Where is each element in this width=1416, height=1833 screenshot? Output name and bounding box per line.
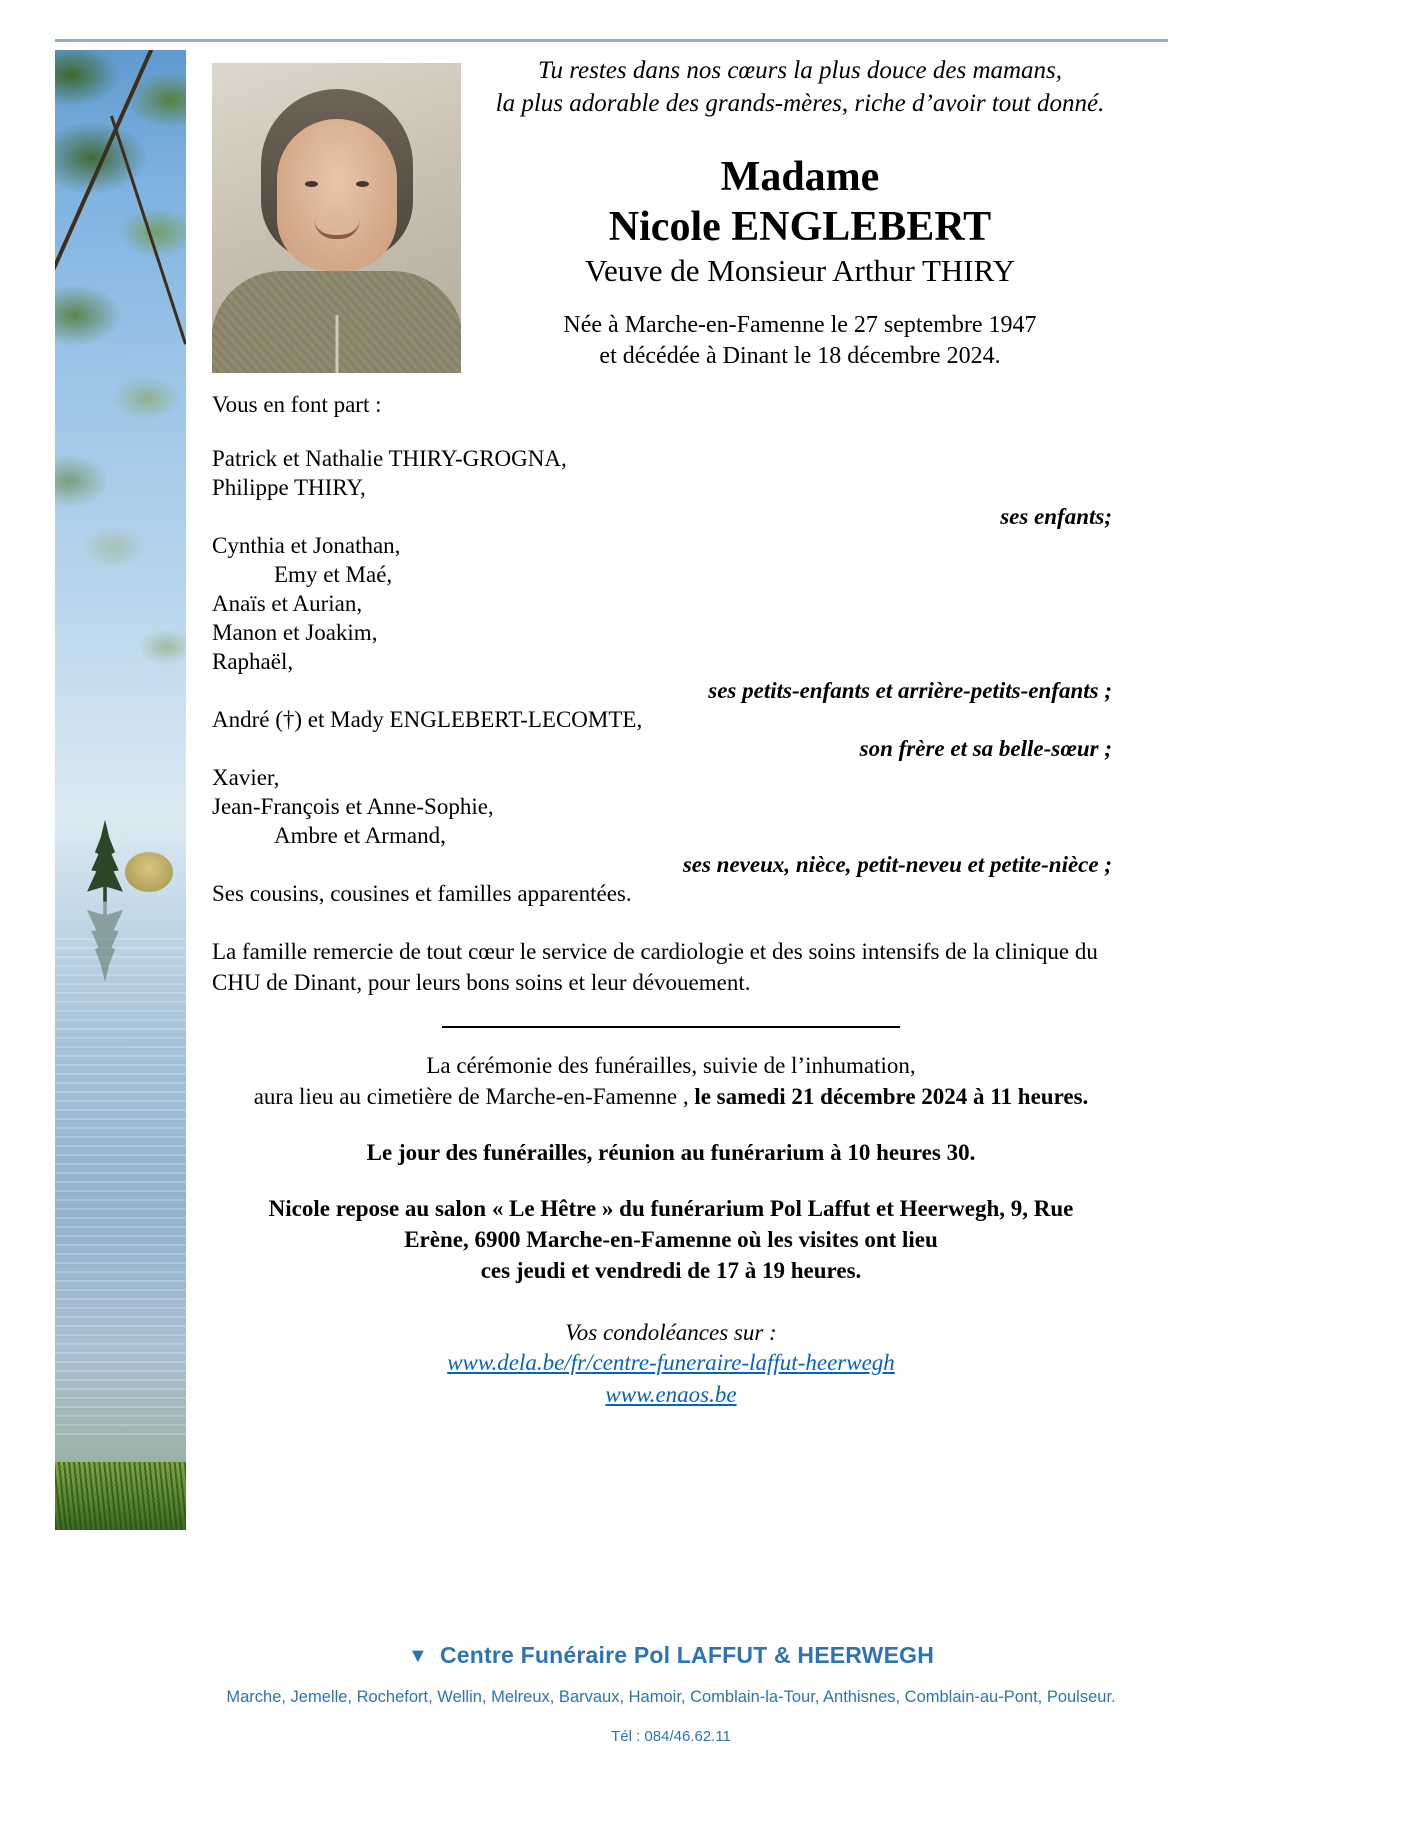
repose-paragraph — [212, 1193, 1130, 1286]
family-member-line: Raphaël, — [212, 649, 294, 674]
ceremony-line-2 — [212, 1081, 1130, 1112]
family-member-line: Xavier, — [212, 765, 280, 790]
funeral-home-footer — [212, 1640, 1130, 1745]
relationship-label-grandchildren: ses petits-enfants et arrière-petits-enfants ; — [708, 678, 1112, 703]
life-dates — [470, 310, 1130, 372]
death-line: et décédée à Dinant le 18 décembre 2024. — [599, 343, 1001, 369]
ceremony-date-bold: le samedi 21 décembre 2024 à 11 heures. — [694, 1084, 1089, 1109]
portrait-photo — [212, 63, 461, 373]
relationship-label-nephews: ses neveux, nièce, petit-neveu et petite-nièce ; — [682, 852, 1112, 877]
portrait-zipper-shape — [335, 315, 338, 373]
foliage-illustration — [55, 50, 186, 879]
epigraph — [470, 54, 1130, 120]
family-member-line: Patrick et Nathalie THIRY-GROGNA, — [212, 446, 567, 471]
autumn-bush-shape — [125, 852, 173, 892]
condolence-link-dela[interactable]: www.dela.be/fr/centre-funeraire-laffut-heerwegh — [447, 1350, 895, 1375]
deceased-name: Nicole ENGLEBERT — [608, 204, 992, 250]
deceased-relation: Veuve de Monsieur Arthur THIRY — [585, 253, 1015, 288]
repose-line-3: ces jeudi et vendredi de 17 à 19 heures. — [480, 1258, 862, 1283]
funeral-home-locations: Marche, Jemelle, Rochefort, Wellin, Melreux, Barvaux, Hamoir, Comblain-la-Tour, Anthisnes, Comblain-au-Pont, Poulseur. — [226, 1688, 1116, 1706]
condolences-label: Vos condoléances sur : — [565, 1320, 777, 1345]
relationship-label-sibling: son frère et sa belle-sœur ; — [859, 736, 1112, 761]
header-block — [470, 54, 1130, 372]
family-member-line: André (†) et Mady ENGLEBERT-LECOMTE, — [212, 707, 643, 732]
top-border-rule — [55, 39, 1168, 42]
ceremony-line-1: La cérémonie des funérailles, suivie de l’inhumation, — [426, 1053, 916, 1078]
ceremony-line-2-regular: aura lieu au cimetière de Marche-en-Famenne , — [253, 1084, 695, 1109]
condolence-link-line — [212, 1347, 1130, 1379]
water-ripples — [55, 938, 186, 1441]
repose-line-2: Erène, 6900 Marche-en-Famenne où les visites ont lieu — [404, 1227, 938, 1252]
meeting-line: Le jour des funérailles, réunion au funérarium à 10 heures 30. — [366, 1140, 976, 1165]
portrait-smile — [314, 219, 360, 239]
epigraph-line-1: Tu restes dans nos cœurs la plus douce des mamans, — [537, 57, 1063, 84]
epigraph-line-2: la plus adorable des grands-mères, riche d’avoir tout donné. — [495, 90, 1105, 117]
family-member-line: Philippe THIRY, — [212, 475, 366, 500]
family-member-line: Manon et Joakim, — [212, 620, 378, 645]
thanks-paragraph: La famille remercie de tout cœur le service de cardiologie et des soins intensifs de la clinique du CHU de Dinant, pour leurs bons soins et leur dévouement. — [212, 939, 1098, 995]
funeral-home-phone: Tél : 084/46.62.11 — [611, 1728, 731, 1745]
family-member-line: Emy et Maé, — [274, 562, 393, 587]
extended-family-line: Ses cousins, cousines et familles apparentées. — [212, 881, 632, 906]
deceased-title: Madame — [720, 154, 880, 200]
grass-strip — [55, 1462, 186, 1530]
family-member-line: Cynthia et Jonathan, — [212, 533, 401, 558]
condolence-link-enaos[interactable]: www.enaos.be — [605, 1382, 737, 1407]
triangle-logo-icon: ▼ — [407, 1645, 428, 1667]
nature-strip-photo — [55, 50, 186, 1530]
divider-line — [442, 1026, 900, 1028]
portrait-face-shape — [277, 119, 397, 271]
portrait-eye — [305, 181, 318, 187]
relationship-label-children: ses enfants; — [1000, 504, 1112, 529]
family-member-line: Jean-François et Anne-Sophie, — [212, 794, 494, 819]
repose-line-1: Nicole repose au salon « Le Hêtre » du funérarium Pol Laffut et Heerwegh, 9, Rue — [268, 1196, 1074, 1221]
funeral-home-name: Centre Funéraire Pol LAFFUT & HEERWEGH — [439, 1642, 935, 1668]
announcement-intro: Vous en font part : — [212, 392, 382, 417]
announcement-body — [212, 390, 1130, 1411]
portrait-eye — [356, 181, 369, 187]
condolence-link-line — [212, 1379, 1130, 1411]
funeral-home-name-line — [212, 1640, 1130, 1671]
birth-line: Née à Marche-en-Famenne le 27 septembre 1947 — [563, 312, 1037, 338]
family-member-line: Anaïs et Aurian, — [212, 591, 363, 616]
family-member-line: Ambre et Armand, — [274, 823, 446, 848]
